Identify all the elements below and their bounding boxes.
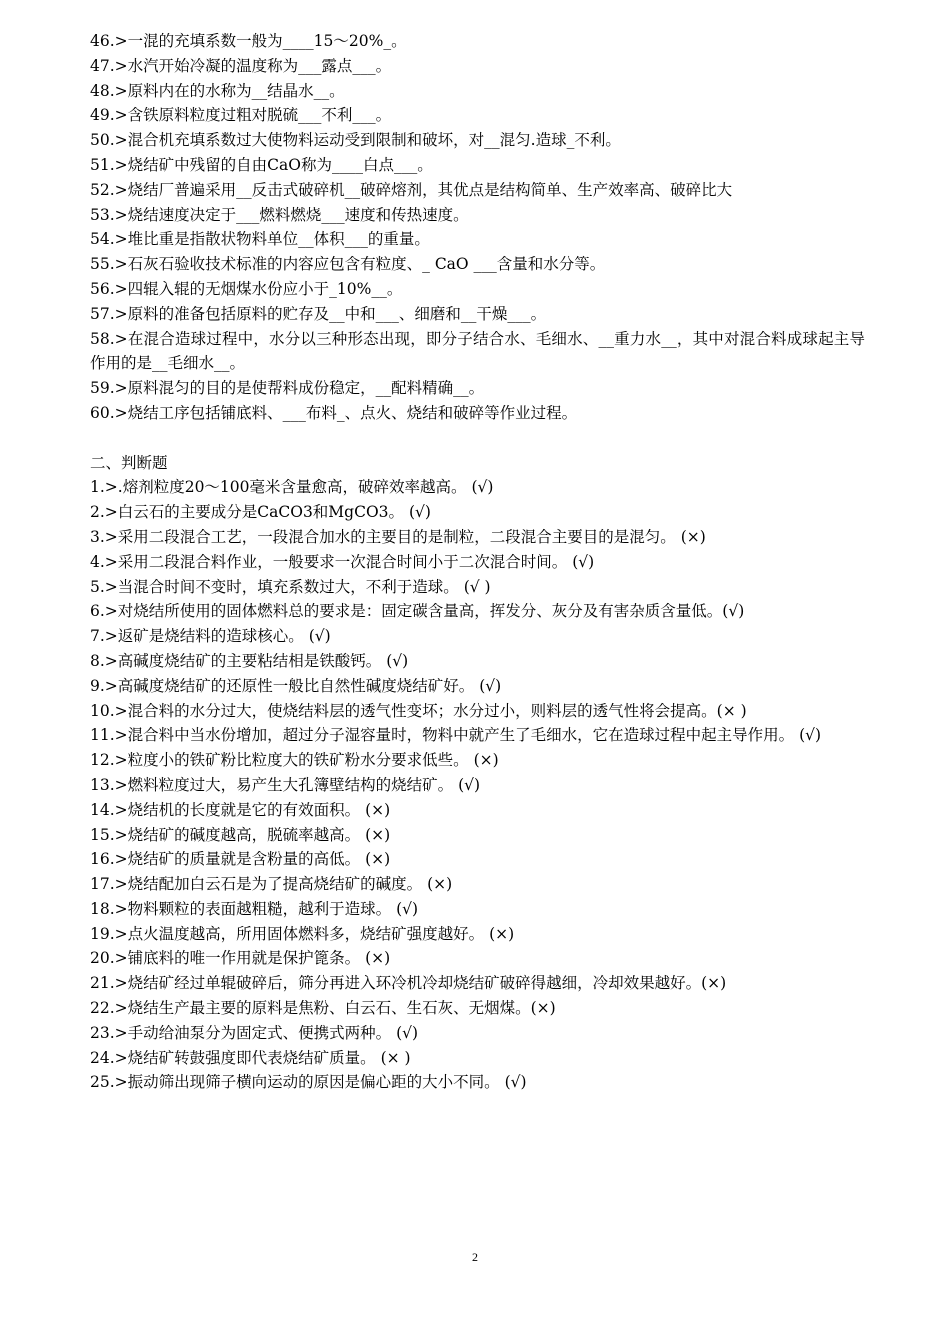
document-body (90, 29, 865, 1095)
fill-in-blank-item: 51.>烧结矿中残留的自由CaO称为____白点___。 (90, 155, 433, 174)
true-false-item: 21.>烧结矿经过单辊破碎后，筛分再进入环冷机冷却烧结矿破碎得越细，冷却效果越好。(×) (90, 974, 727, 993)
true-false-item: 23.>手动给油泵分为固定式、便携式两种。 (√) (90, 1023, 419, 1042)
fill-in-blank-item: 55.>石灰石验收技术标准的内容应包含有粒度、_ CaO ___含量和水分等。 (90, 255, 606, 274)
true-false-item: 17.>烧结配加白云石是为了提高烧结矿的碱度。 (×) (90, 875, 453, 894)
true-false-item: 9.>高碱度烧结矿的还原性一般比自然性碱度烧结矿好。 (√) (90, 676, 502, 695)
true-false-item: 15.>烧结矿的碱度越高，脱硫率越高。 (×) (90, 825, 391, 844)
true-false-item: 3.>采用二段混合工艺，一段混合加水的主要目的是制粒，二段混合主要目的是混匀。 (×) (90, 527, 706, 546)
fill-in-blank-item: 53.>烧结速度决定于___燃料燃烧___速度和传热速度。 (90, 205, 469, 224)
fill-in-blank-item: 52.>烧结厂普遍采用__反击式破碎机__破碎熔剂，其优点是结构简单、生产效率高、破碎比大 (90, 180, 733, 199)
true-false-item: 13.>燃料粒度过大，易产生大孔簿壁结构的烧结矿。 (√) (90, 775, 481, 794)
true-false-item: 20.>铺底料的唯一作用就是保护篦条。 (×) (90, 949, 391, 968)
true-false-list (90, 475, 865, 1095)
fill-in-blank-item: 48.>原料内在的水称为__结晶水__。 (90, 81, 345, 100)
true-false-item: 5.>当混合时间不变时，填充系数过大，不利于造球。 (√ ) (90, 577, 491, 596)
fill-in-blank-item: 50.>混合机充填系数过大使物料运动受到限制和破坏，对__混匀.造球_不利。 (90, 131, 621, 150)
fill-in-blank-item: 56.>四辊入辊的无烟煤水份应小于_10%__。 (90, 279, 403, 298)
true-false-item: 24.>烧结矿转鼓强度即代表烧结矿质量。 (× ) (90, 1048, 411, 1067)
page-number: 2 (472, 1250, 478, 1264)
true-false-item: 10.>混合料的水分过大，使烧结料层的透气性变坏；水分过小，则料层的透气性将会提高。(× ) (90, 701, 747, 720)
true-false-item: 1.>.熔剂粒度20～100毫米含量愈高，破碎效率越高。 (√) (90, 478, 494, 497)
true-false-item: 14.>烧结机的长度就是它的有效面积。 (×) (90, 800, 391, 819)
fill-in-blank-item: 60.>烧结工序包括铺底料、___布料_、点火、烧结和破碎等作业过程。 (90, 403, 578, 422)
true-false-item: 18.>物料颗粒的表面越粗糙，越利于造球。 (√) (90, 899, 419, 918)
true-false-item: 16.>烧结矿的质量就是含粉量的高低。 (×) (90, 850, 391, 869)
true-false-item: 19.>点火温度越高，所用固体燃料多，烧结矿强度越好。 (×) (90, 924, 515, 943)
true-false-item: 11.>混合料中当水份增加，超过分子湿容量时，物料中就产生了毛细水，它在造球过程中起主导作用。 (√) (90, 726, 822, 745)
fill-in-blank-item: 49.>含铁原料粒度过粗对脱硫___不利___。 (90, 106, 392, 125)
section-spacer (90, 426, 865, 451)
true-false-item: 7.>返矿是烧结料的造球核心。 (√) (90, 627, 331, 646)
fill-in-blank-item: 47.>水汽开始冷凝的温度称为___露点___。 (90, 56, 392, 75)
true-false-item: 6.>对烧结所使用的固体燃料总的要求是：固定碳含量高，挥发分、灰分及有害杂质含量低。(√) (90, 602, 745, 621)
true-false-item: 4.>采用二段混合料作业，一般要求一次混合时间小于二次混合时间。 (√) (90, 552, 595, 571)
fill-in-blank-item: 57.>原料的准备包括原料的贮存及__中和___、细磨和__干燥___。 (90, 304, 547, 323)
true-false-item: 12.>粒度小的铁矿粉比粒度大的铁矿粉水分要求低些。 (×) (90, 751, 499, 770)
true-false-item: 25.>振动筛出现筛子横向运动的原因是偏心距的大小不同。 (√) (90, 1073, 527, 1092)
fill-in-blank-item: 58.>在混合造球过程中，水分以三种形态出现，即分子结合水、毛细水、__重力水__，其中对混合料成球起主导作用的是__毛细水__。 (90, 329, 865, 373)
true-false-item: 8.>高碱度烧结矿的主要粘结相是铁酸钙。 (√) (90, 651, 409, 670)
section-title: 二、判断题 (90, 453, 168, 472)
fill-in-blank-item: 46.>一混的充填系数一般为____15～20%_。 (90, 32, 407, 50)
true-false-item: 2.>白云石的主要成分是CaCO3和MgCO3。 (√) (90, 503, 431, 522)
fill-in-blank-list (90, 29, 865, 426)
fill-in-blank-item: 59.>原料混匀的目的是使帮料成份稳定，__配料精确__。 (90, 379, 485, 398)
fill-in-blank-item: 54.>堆比重是指散状物料单位__体积___的重量。 (90, 230, 430, 249)
true-false-item: 22.>烧结生产最主要的原料是焦粉、白云石、生石灰、无烟煤。(×) (90, 999, 556, 1018)
